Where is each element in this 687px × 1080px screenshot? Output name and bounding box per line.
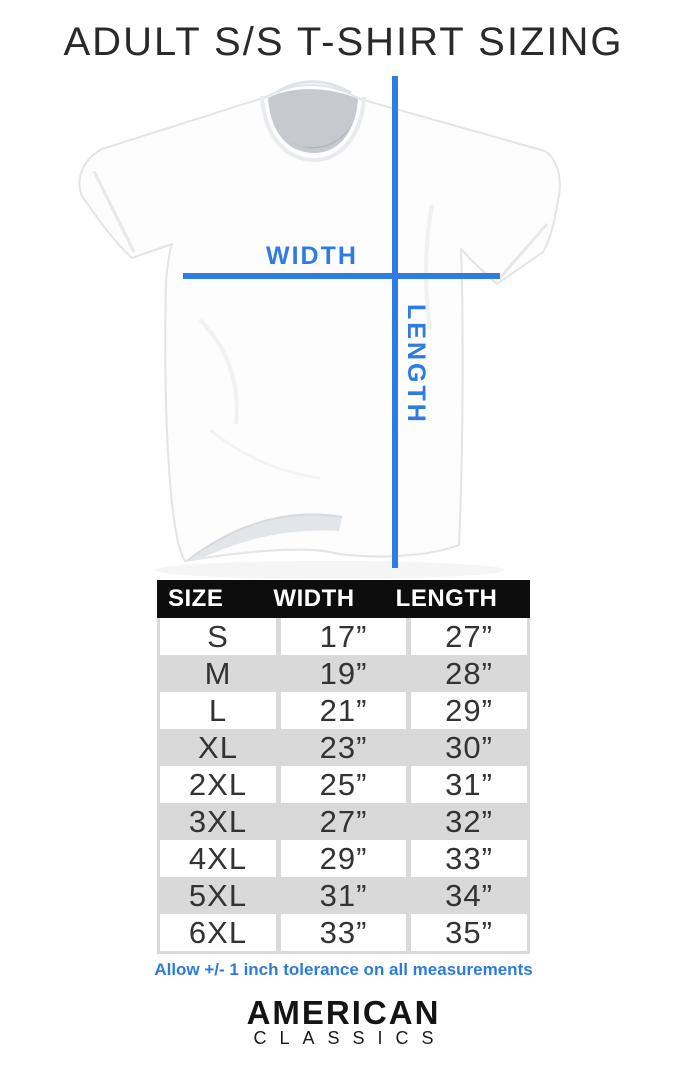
width-cell: 17” — [276, 618, 406, 655]
table-row — [160, 840, 527, 877]
tolerance-note: Allow +/- 1 inch tolerance on all measurements — [154, 960, 533, 979]
table-row — [160, 655, 527, 692]
brand-logo — [0, 996, 687, 1048]
table-row — [160, 729, 527, 766]
width-measure-line — [183, 273, 500, 279]
size-cell: L — [208, 693, 228, 728]
table-body — [157, 618, 530, 954]
page-title: ADULT S/S T-SHIRT SIZING — [63, 20, 624, 64]
table-row — [160, 877, 527, 914]
length-cell: 32” — [406, 803, 527, 840]
size-table — [157, 580, 530, 954]
length-cell: 28” — [406, 655, 527, 692]
size-cell: 6XL — [188, 915, 248, 950]
width-label: WIDTH — [266, 242, 358, 270]
brand-name-top: AMERICAN — [246, 994, 441, 1031]
table-header-row — [157, 580, 530, 618]
length-cell: 33” — [406, 840, 527, 877]
width-cell: 23” — [276, 729, 406, 766]
table-row — [160, 692, 527, 729]
length-cell: 30” — [406, 729, 527, 766]
size-cell: 4XL — [188, 841, 248, 876]
length-cell: 34” — [406, 877, 527, 914]
size-cell: 3XL — [188, 804, 248, 839]
width-cell: 21” — [276, 692, 406, 729]
width-cell: 19” — [276, 655, 406, 692]
length-cell: 31” — [406, 766, 527, 803]
header-width: WIDTH — [273, 585, 355, 612]
length-cell: 27” — [406, 618, 527, 655]
header-size: SIZE — [168, 585, 224, 612]
size-cell: 5XL — [188, 878, 248, 913]
header-length: LENGTH — [395, 585, 498, 612]
size-cell: M — [204, 656, 232, 691]
width-cell: 31” — [276, 877, 406, 914]
table-row — [160, 803, 527, 840]
size-cell: S — [207, 619, 229, 654]
size-cell: XL — [198, 730, 238, 765]
length-cell: 29” — [406, 692, 527, 729]
width-cell: 27” — [276, 803, 406, 840]
table-row — [160, 914, 527, 951]
table-row — [160, 618, 527, 655]
length-cell: 35” — [406, 914, 527, 951]
length-label: LENGTH — [402, 304, 430, 425]
width-cell: 25” — [276, 766, 406, 803]
size-cell: 2XL — [188, 767, 248, 802]
length-measure-line — [392, 76, 398, 568]
table-row — [160, 766, 527, 803]
brand-name-bottom: CLASSICS — [253, 1028, 447, 1048]
width-cell: 33” — [276, 914, 406, 951]
width-cell: 29” — [276, 840, 406, 877]
